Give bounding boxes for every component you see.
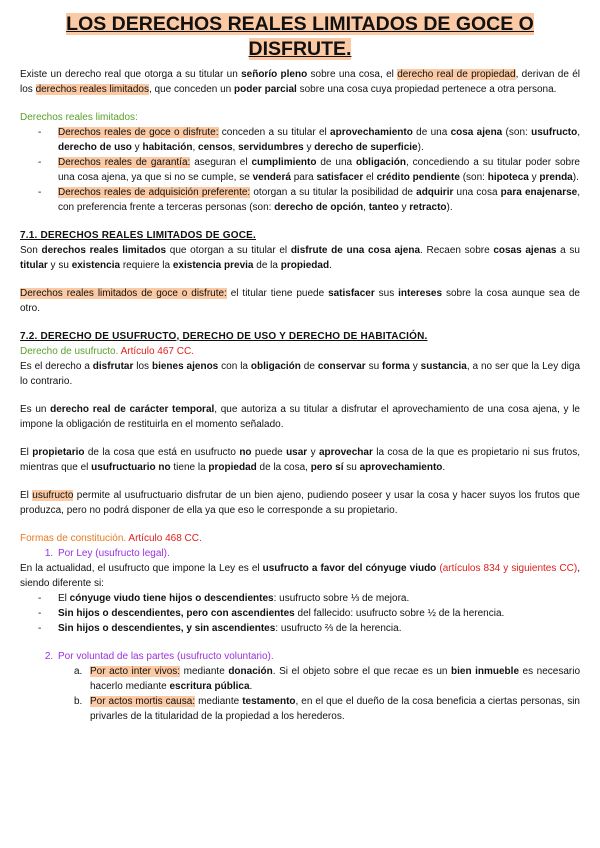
usufructo-temporal: Es un derecho real de carácter temporal, que autoriza a su titular a disfrutar el aprovechamiento de una cosa ajena, y le impone la obligación de restituirla en el momento señalado. <box>20 403 580 430</box>
list-item-adquisicion: - Derechos reales de adquisición preferente: otorgan a su titular la posibilidad de adquirir una cosa para enajenarse, con preferencia frente a terceras personas (son: derecho de opción, tanteo y retracto). <box>58 185 580 215</box>
limitados-heading: Derechos reales limitados: <box>20 111 138 123</box>
usufructo-propietario: El propietario de la cosa que está en usufructo no puede usar y aprovechar la cosa de la que es propietario ni sus frutos, mientras que el usufructuario no tiene la propiedad de la cosa, pero sí su aprovechamiento. <box>20 446 580 473</box>
usufructo-definition: Es el derecho a disfrutar los bienes ajenos con la obligación de conservar su forma y sustancia, a no ser que la Ley diga lo contrario. <box>20 360 581 387</box>
list-item-mortis-causa: b. Por actos mortis causa: mediante testamento, en el que el dueño de la cosa beneficia a ciertas personas, sin privarles de la titularidad de la propiedad a los herederos. <box>74 695 580 722</box>
conyuge-list <box>20 591 580 636</box>
list-item: - Sin hijos o descendientes, y sin ascendientes: usufructo ⅔ de la herencia. <box>58 621 580 636</box>
highlight-derecho-propiedad: derecho real de propiedad <box>397 68 516 80</box>
title-line-2: DISFRUTE. <box>248 38 352 61</box>
forma-voluntad: 2. Por voluntad de las partes (usufructo voluntario). <box>56 649 580 664</box>
list-item-garantia: - Derechos reales de garantía: aseguran el cumplimiento de una obligación, concediendo a su titular poder sobre una cosa ajena, ya que si no se cumple, se venderá para satisfacer el crédito pendiente (son: hipoteca y prenda). <box>58 155 580 185</box>
highlight-derechos-limitados: derechos reales limitados <box>35 83 149 95</box>
section-7-2-heading: 7.2. DERECHO DE USUFRUCTO, DERECHO DE USO Y DERECHO DE HABITACIÓN. <box>20 330 428 342</box>
list-item-inter-vivos: a. Por acto inter vivos: mediante donación. Si el objeto sobre el que recae es un bien inmueble es necesario hacerlo mediante escritura pública. <box>74 665 581 692</box>
voluntad-sublist <box>20 664 580 724</box>
formas-list-1 <box>20 546 580 561</box>
intro-paragraph: Existe un derecho real que otorga a su titular un señorío pleno sobre una cosa, el derecho real de propiedad, derivan de él los derechos reales limitados, que conceden un poder parcial sobre una cosa cuya propiedad pertenece a otra persona. <box>20 68 580 95</box>
section-7-1-goce-paragraph: Derechos reales limitados de goce o disfrute: el titular tiene puede satisfacer sus intereses sobre la cosa aunque sea de otro. <box>20 287 580 314</box>
formas-ley-paragraph: En la actualidad, el usufructo que impone la Ley es el usufructo a favor del cónyuge viudo (artículos 834 y siguientes CC), siendo diferente si: <box>20 562 580 589</box>
limitados-list <box>20 125 580 215</box>
section-7-1-heading: 7.1. DERECHOS REALES LIMITADOS DE GOCE. <box>20 229 256 241</box>
formas-heading: Formas de constitución. Artículo 468 CC. <box>20 532 202 544</box>
list-item: - El cónyuge viudo tiene hijos o descendientes: usufructo sobre ⅓ de mejora. <box>58 591 580 606</box>
usufructo-permite: El usufructo permite al usufructuario disfrutar de un bien ajeno, pudiendo poseer y usar la cosa y hacer suyos los frutos que produzca, pero no podrá disponer de ella ya que eso le corresponde a su propietario. <box>20 489 580 516</box>
page-title <box>50 12 550 63</box>
section-7-1-paragraph: Son derechos reales limitados que otorgan a su titular el disfrute de una cosa ajena. Recaen sobre cosas ajenas a su titular y su existencia requiere la existencia previa de la propiedad. <box>20 244 580 271</box>
formas-list-2 <box>20 649 580 664</box>
list-item-goce: - Derechos reales de goce o disfrute: conceden a su titular el aprovechamiento de una cosa ajena (son: usufructo, derecho de uso y habitación, censos, servidumbres y derecho de superficie). <box>58 125 580 155</box>
title-line-1: LOS DERECHOS REALES LIMITADOS DE GOCE O <box>66 13 534 35</box>
forma-ley: 1. Por Ley (usufructo legal). <box>56 546 580 561</box>
list-item: - Sin hijos o descendientes, pero con ascendientes del fallecido: usufructo sobre ½ de la herencia. <box>58 606 580 621</box>
usufructo-subheading: Derecho de usufructo. Artículo 467 CC. <box>20 345 194 357</box>
